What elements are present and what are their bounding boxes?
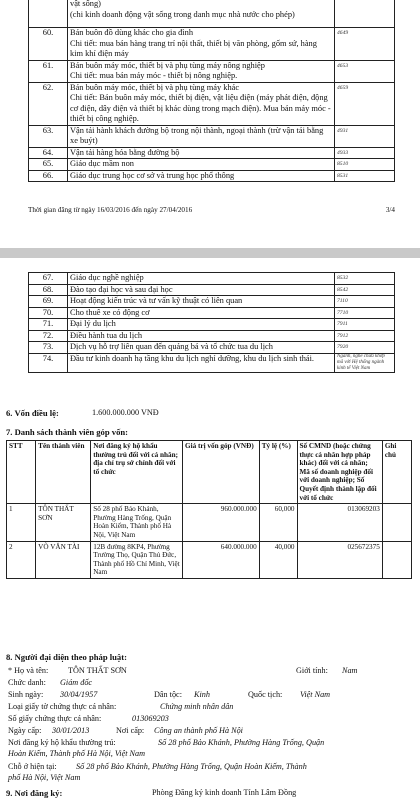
row-number: 74. [29,353,68,372]
rep-idno [132,714,169,723]
rep-nation-label: Quốc tịch: [248,690,283,699]
rep-ethnic-label: Dân tộc: [154,690,182,699]
rep-reg-line1-value: Số 28 phố Bảo Khánh, Phường Hàng Trống, Quận [158,738,325,747]
row-text: Bán buôn đồ dùng khác cho gia đình Chi tiết: mua bán hàng trang trí nội thất, thiết bị văn phòng, gốm sứ, hàng kim khí điện máy [68,28,335,61]
row-number: 71. [29,319,68,331]
row-code: 8542 [335,284,395,296]
rep-dob-value: 30/04/1957 [60,690,98,699]
rep-nation-value: Việt Nam [300,690,331,699]
rep-gender-value: Nam [342,666,358,675]
rep-place-label: Nơi cấp: [116,726,145,735]
table-header-row [7,441,412,504]
document-page-3 [0,0,420,248]
row-number: 67. [29,273,68,285]
page-footer [28,206,395,214]
rep-ethnic-value: Kinh [194,690,210,699]
business-lines-table-page4 [28,272,395,373]
rep-dob-label: Sinh ngày: [8,690,44,699]
rep-idtype-value: Chứng minh nhân dân [160,702,234,711]
row-code: 7912 [335,330,395,342]
posting-period-text: Thời gian đăng từ ngày 16/03/2016 đến ngày 27/04/2016 [28,206,193,214]
row-text: Đầu tư kinh doanh hạ tầng khu du lịch nghỉ dưỡng, khu du lịch sinh thái. [68,353,335,372]
table-row [29,273,395,285]
row-text: Cho thuê xe có động cơ [68,307,335,319]
row-number: 64. [29,147,68,159]
row-code: 4933 [335,147,395,159]
table-row [29,125,395,147]
row-text: Đào tạo đại học và sau đại học [68,284,335,296]
member-id: 013069203 [297,504,382,541]
col-note: Ghi chú [382,441,411,504]
member-stt: 1 [7,504,36,541]
table-row [29,147,395,159]
member-address: Số 28 phố Bảo Khánh, Phường Hàng Trống, Quận Hoàn Kiếm, Thành phố Hà Nội, Việt Nam [91,504,183,541]
row-number: 61. [29,60,68,82]
col-stt: STT [7,441,36,504]
row-code: 7710 [335,307,395,319]
registration-office-label: 9. Nơi đăng ký: [6,788,63,798]
rep-reg-line1 [158,738,324,747]
charter-capital-value: 1.600.000.000 VNĐ [92,408,159,417]
row-text: Giáo dục nghề nghiệp [68,273,335,285]
rep-issue-label: Ngày cấp: [8,726,42,735]
row-text: Vận tải hành khách đường bộ trong nội thành, ngoại thành (trừ vận tải bằng xe buýt) [68,125,335,147]
members-title: 7. Danh sách thành viên góp vốn: [6,427,129,437]
table-row [7,504,412,541]
member-ratio: 40,000 [259,541,297,578]
rep-cur-line1 [76,762,307,771]
table-row [29,284,395,296]
table-row [29,28,395,61]
row-code: 7920 [335,342,395,354]
rep-reg-label: Nơi đăng ký hộ khẩu thường trú: [8,738,116,747]
rep-name: TÔN THẤT SƠN [68,666,127,675]
row-text: Hoạt động kiến trúc và tư vấn kỹ thuật có liên quan [68,296,335,308]
row-code: 4931 [335,125,395,147]
row-number: 68. [29,284,68,296]
col-ratio: Tỷ lệ (%) [259,441,297,504]
row-number: 70. [29,307,68,319]
row-number: 69. [29,296,68,308]
member-address: 12B đường 8KP4, Phường Trường Thọ, Quận Thủ Đức, Thành phố Hồ Chí Minh, Việt Nam [91,541,183,578]
table-row [29,170,395,182]
rep-nation [300,690,330,699]
members-table [6,440,412,579]
rep-idtype [160,702,233,711]
page-number: 3/4 [385,206,395,214]
charter-capital-label: 6. Vốn điều lệ: [6,408,59,418]
rep-reg-line2 [8,749,145,758]
row-number [29,0,68,28]
document-page-4 [0,258,420,800]
row-text: Đại lý du lịch [68,319,335,331]
row-code: 4659 [335,82,395,125]
row-text: Giáo dục mầm non [68,159,335,171]
table-row [29,353,395,372]
registration-office: Phòng Đăng ký kinh doanh Tỉnh Lâm Đồng [152,788,297,797]
rep-issue-date [52,726,89,735]
member-name: TÔN THẤT SƠN [36,504,91,541]
rep-idno-value: 013069203 [132,714,169,723]
table-row [29,0,395,28]
rep-position-value: Giám đốc [60,678,93,687]
row-number: 66. [29,170,68,182]
member-note [382,541,411,578]
rep-cur-line2-value: phố Hà Nội, Việt Nam [8,773,81,782]
row-number: 65. [29,159,68,171]
rep-issue-place-value: Công an thành phố Hà Nội [154,726,243,735]
member-note [382,504,411,541]
rep-ethnic [194,690,210,699]
row-text: Bán buôn máy móc, thiết bị và phụ tùng máy nông nghiệp Chi tiết: mua bán máy móc - thiết bị nông nghiệp. [68,60,335,82]
table-row [29,82,395,125]
member-stt: 2 [7,541,36,578]
member-capital: 640.000.000 [183,541,260,578]
rep-cur-label: Chỗ ở hiện tại: [8,762,57,771]
rep-title-label: Chức danh: [8,678,46,687]
row-text: Dịch vụ hỗ trợ liên quan đến quảng bá và tổ chức tua du lịch [68,342,335,354]
row-code: 4649 [335,28,395,61]
col-capital: Giá trị vốn góp (VNĐ) [183,441,260,504]
table-row [29,319,395,331]
table-row [29,307,395,319]
row-text: Giáo dục trung học cơ sở và trung học phổ thông [68,170,335,182]
rep-name-label: * Họ và tên: [8,666,49,675]
row-text: Vận tải hàng hóa bằng đường bộ [68,147,335,159]
rep-cur-line1-value: Số 28 phố Bảo Khánh, Phường Hàng Trống, Quận Hoàn Kiếm, Thành [76,762,307,771]
table-row [7,541,412,578]
rep-issue-date-value: 30/01/2013 [52,726,90,735]
col-name: Tên thành viên [36,441,91,504]
rep-dob [60,690,97,699]
member-ratio: 60,000 [259,504,297,541]
table-row [29,159,395,171]
row-text: Bán buôn máy móc, thiết bị và phụ tùng máy khác Chi tiết: Bán buôn máy móc, thiết bị điện, vật liệu điện (máy phát điện, động cơ điện, dây điện và thiết bị khác dùng trong mạch điện). Mua bán máy móc - thiết bị công nghiệp. [68,82,335,125]
rep-reg-line2-value: Hoàn Kiếm, Thành phố Hà Nội, Việt Nam [8,749,145,758]
row-code: 7110 [335,296,395,308]
rep-gender-label: Giới tính: [296,666,328,675]
rep-idtype-label: Loại giấy tờ chứng thực cá nhân: [8,702,117,711]
member-capital: 960.000.000 [183,504,260,541]
rep-position [60,678,92,687]
row-number: 62. [29,82,68,125]
row-number: 73. [29,342,68,354]
row-code: 8532 [335,273,395,285]
row-code: 8531 [335,170,395,182]
row-code [335,0,395,28]
business-lines-table-page3 [28,0,395,182]
table-row [29,60,395,82]
row-code: 8510 [335,159,395,171]
rep-gender [342,666,357,675]
rep-issue-place [154,726,243,735]
row-code: Ngành, nghề chưa khớp mã với Hệ thống ngành kinh tế Việt Nam [335,353,395,372]
row-code: 4653 [335,60,395,82]
rep-idno-label: Số giấy chứng thực cá nhân: [8,714,102,723]
legal-rep-title: 8. Người đại diện theo pháp luật: [6,652,127,662]
rep-cur-line2 [8,773,80,782]
table-row [29,296,395,308]
row-number: 63. [29,125,68,147]
member-id: 025672375 [297,541,382,578]
table-row [29,342,395,354]
member-name: VÕ VĂN TÀI [36,541,91,578]
table-row [29,330,395,342]
row-code: 7911 [335,319,395,331]
col-address: Nơi đăng ký hộ khẩu thường trú đối với cá nhân; địa chỉ trụ sở chính đối với tổ chức [91,441,183,504]
row-number: 72. [29,330,68,342]
col-id: Số CMND (hoặc chứng thực cá nhân hợp pháp khác) đối với cá nhân; Mã số doanh nghiệp đối với doanh nghiệp; Số Quyết định thành lập đối với tổ chức [297,441,382,504]
row-number: 60. [29,28,68,61]
row-text: Điều hành tua du lịch [68,330,335,342]
row-text: vật sống) (chi kinh doanh động vật sống trong danh mục nhà nước cho phép) [68,0,335,28]
